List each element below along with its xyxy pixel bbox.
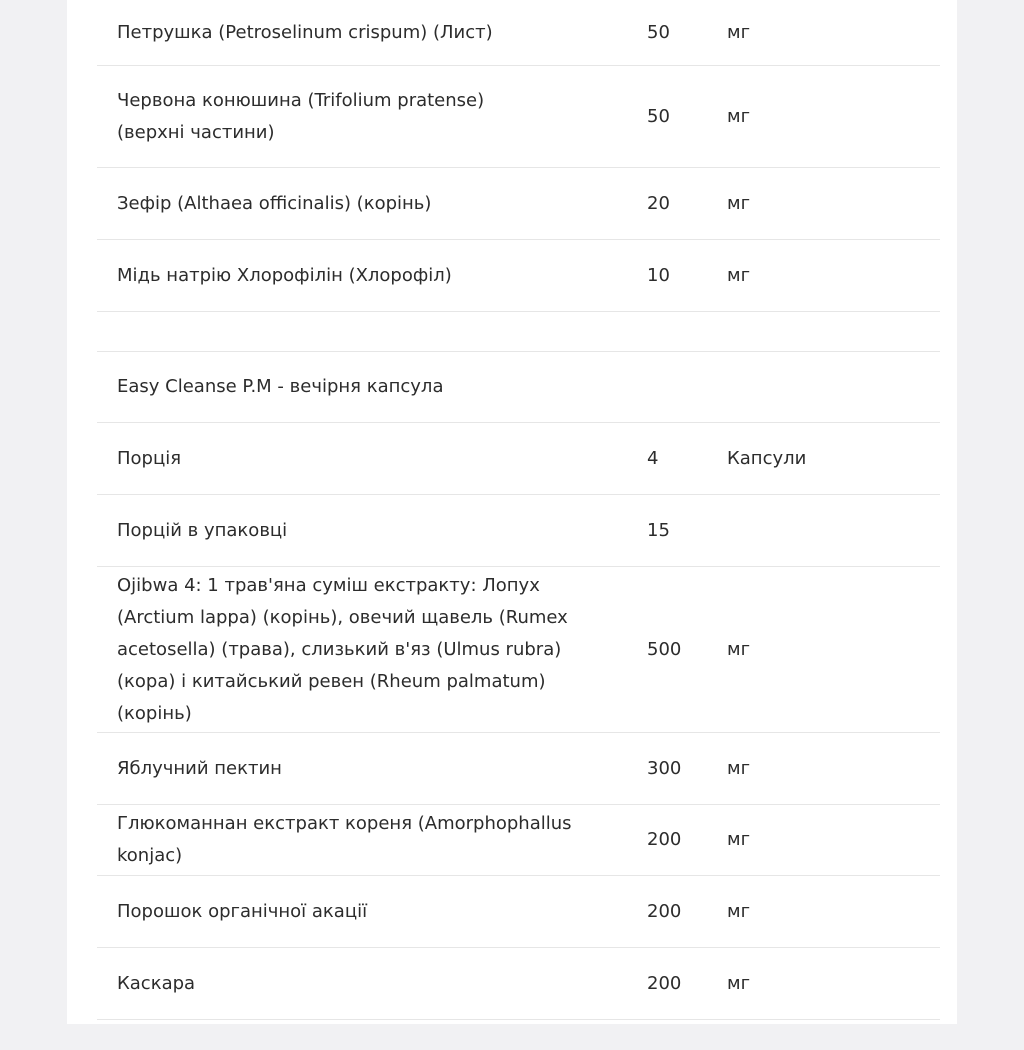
ingredient-name: Мідь натрію Хлорофілін (Хлорофіл)	[117, 264, 452, 286]
table-row	[97, 567, 940, 733]
ingredient-name: Каскара	[117, 972, 196, 994]
ingredient-amount: 200	[647, 900, 682, 922]
ingredient-name: Ojibwa 4: 1 трав'яна суміш екстракту: Лопух (Arctium lappa) (корінь), овечий щавель (Rumex acetosella) (трава), слизький в'яз (Ulmus rubra) (кора) і китайський ревен (Rheum palmatum) (корінь)	[117, 574, 568, 724]
table-row	[97, 168, 940, 240]
table-row-section-title	[97, 352, 940, 423]
ingredients-table	[97, 0, 940, 1050]
section-title: Easy Cleanse P.M - вечірня капсула	[117, 376, 444, 397]
ingredient-unit: мг	[727, 972, 751, 994]
ingredient-name: Червона конюшина (Trifolium pratense) (верхні частини)	[117, 89, 485, 143]
table-row	[97, 0, 940, 66]
ingredient-amount: 200	[647, 972, 682, 994]
ingredient-amount: 4	[647, 447, 659, 469]
ingredient-amount: 15	[647, 519, 670, 541]
ingredient-amount: 10	[647, 264, 670, 286]
table-row	[97, 805, 940, 876]
ingredient-unit: мг	[727, 264, 751, 286]
ingredient-name: Глюкоманнан екстракт кореня (Amorphophallus konjac)	[117, 813, 572, 866]
ingredient-amount: 300	[647, 757, 682, 779]
table-row	[97, 733, 940, 805]
table-row-empty	[97, 312, 940, 352]
ingredient-unit: мг	[727, 757, 751, 779]
table-row	[97, 240, 940, 312]
table-row	[97, 495, 940, 567]
table-row	[97, 876, 940, 948]
ingredient-unit: мг	[727, 900, 751, 922]
ingredient-unit: мг	[727, 105, 751, 127]
ingredient-amount: 20	[647, 192, 670, 214]
ingredient-name: Порошок органічної акації	[117, 900, 368, 922]
ingredient-amount: 500	[647, 638, 682, 660]
table-row	[97, 66, 940, 168]
ingredient-amount: 50	[647, 21, 670, 43]
ingredient-unit: мг	[727, 829, 751, 850]
table-row	[97, 1020, 940, 1050]
content-panel	[67, 0, 957, 1024]
ingredient-unit: мг	[727, 638, 751, 660]
ingredient-amount: 200	[647, 829, 682, 850]
ingredient-amount: 50	[647, 105, 670, 127]
table-row	[97, 948, 940, 1020]
ingredient-unit: мг	[727, 21, 751, 43]
ingredient-name: Яблучний пектин	[117, 757, 282, 779]
ingredient-name: Порцій в упаковці	[117, 519, 288, 541]
ingredient-unit: Капсули	[727, 447, 807, 469]
ingredient-unit: мг	[727, 192, 751, 214]
ingredient-name: Порція	[117, 447, 182, 469]
ingredient-name: Зефір (Althaea officinalis) (корінь)	[117, 192, 432, 214]
table-row	[97, 423, 940, 495]
ingredient-name: Петрушка (Petroselinum crispum) (Лист)	[117, 21, 493, 43]
